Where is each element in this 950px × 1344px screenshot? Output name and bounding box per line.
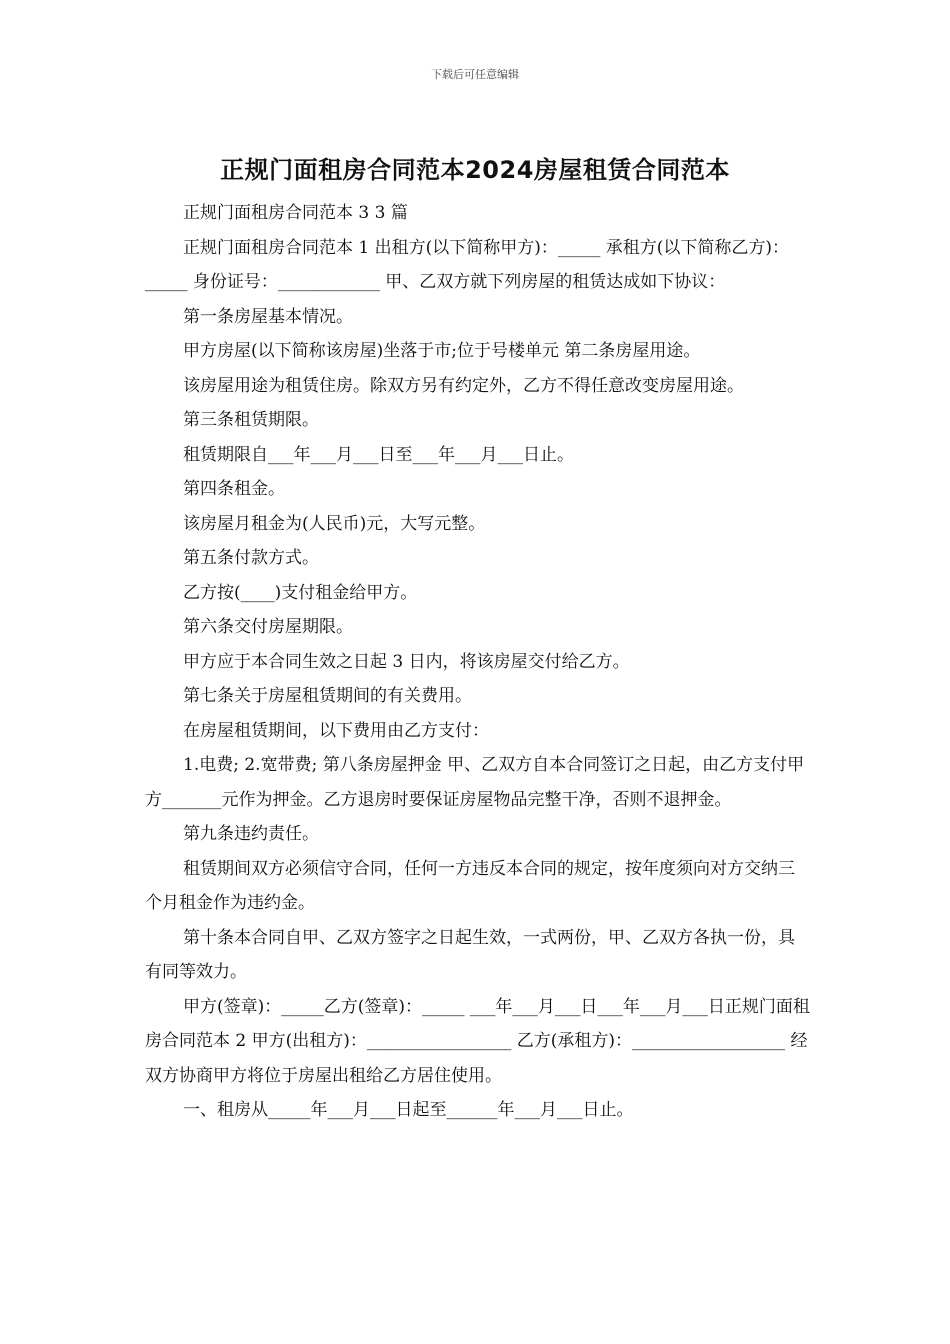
paragraph-article-6: 第六条交付房屋期限。: [183, 617, 353, 637]
paragraph-breach: 租赁期间双方必须信守合同，任何一方违反本合同的规定，按年度须向对方交纳三个月租金作为违约金。: [145, 858, 795, 913]
paragraph-article-4: 第四条租金。: [183, 479, 285, 499]
paragraph-effect: 第十条本合同自甲、乙双方签字之日起生效，一式两份，甲、乙双方各执一份，具有同等效力。: [145, 927, 795, 982]
paragraph-article-9: 第九条违约责任。: [183, 824, 319, 844]
paragraph-delivery: 甲方应于本合同生效之日起 3 日内，将该房屋交付给乙方。: [183, 651, 630, 672]
paragraph-location: 甲方房屋(以下简称该房屋)坐落于市;位于号楼单元 第二条房屋用途。: [183, 341, 701, 361]
paragraph-fees: 在房屋租赁期间，以下费用由乙方支付：: [183, 720, 489, 741]
document-body: [145, 196, 810, 1128]
paragraph-article-1: 第一条房屋基本情况。: [183, 306, 353, 327]
paragraph-parties: 正规门面租房合同范本 1 出租方(以下简称甲方)：_____ 承租方(以下简称乙方)：_____ 身份证号：____________ 甲、乙双方就下列房屋的租赁达成如下协议：: [145, 237, 790, 292]
paragraph-rental-period: 一、租房从_____年___月___日起至______年___月___日止。: [183, 1100, 634, 1120]
header-note: 下载后可任意编辑: [431, 68, 519, 81]
paragraph-lease-term: 租赁期限自___年___月___日至___年___月___日止。: [183, 444, 574, 465]
paragraph-article-5: 第五条付款方式。: [183, 548, 319, 568]
paragraph-subtitle: 正规门面租房合同范本 3 3 篇: [183, 203, 408, 223]
paragraph-article-3: 第三条租赁期限。: [183, 410, 319, 430]
paragraph-signatures: 甲方(签章)：_____乙方(签章)：_____ ___年___月___日___年___月___日正规门面租房合同范本 2 甲方(出租方)：_________________ 乙方(承租方)：__________________ 经双方协商甲方将位于房屋出租给乙方居住使用。: [145, 996, 810, 1086]
document-title: 正规门面租房合同范本2024房屋租赁合同范本: [220, 156, 730, 184]
paragraph-article-7: 第七条关于房屋租赁期间的有关费用。: [183, 686, 472, 706]
paragraph-rent: 该房屋月租金为(人民币)元，大写元整。: [183, 513, 486, 534]
paragraph-usage: 该房屋用途为租赁住房。除双方另有约定外，乙方不得任意改变房屋用途。: [183, 375, 744, 396]
paragraph-payment: 乙方按(____)支付租金给甲方。: [183, 582, 418, 603]
paragraph-deposit: 1.电费; 2.宽带费; 第八条房屋押金 甲、乙双方自本合同签订之日起，由乙方支付甲方_______元作为押金。乙方退房时要保证房屋物品完整干净，否则不退押金。: [145, 755, 805, 810]
